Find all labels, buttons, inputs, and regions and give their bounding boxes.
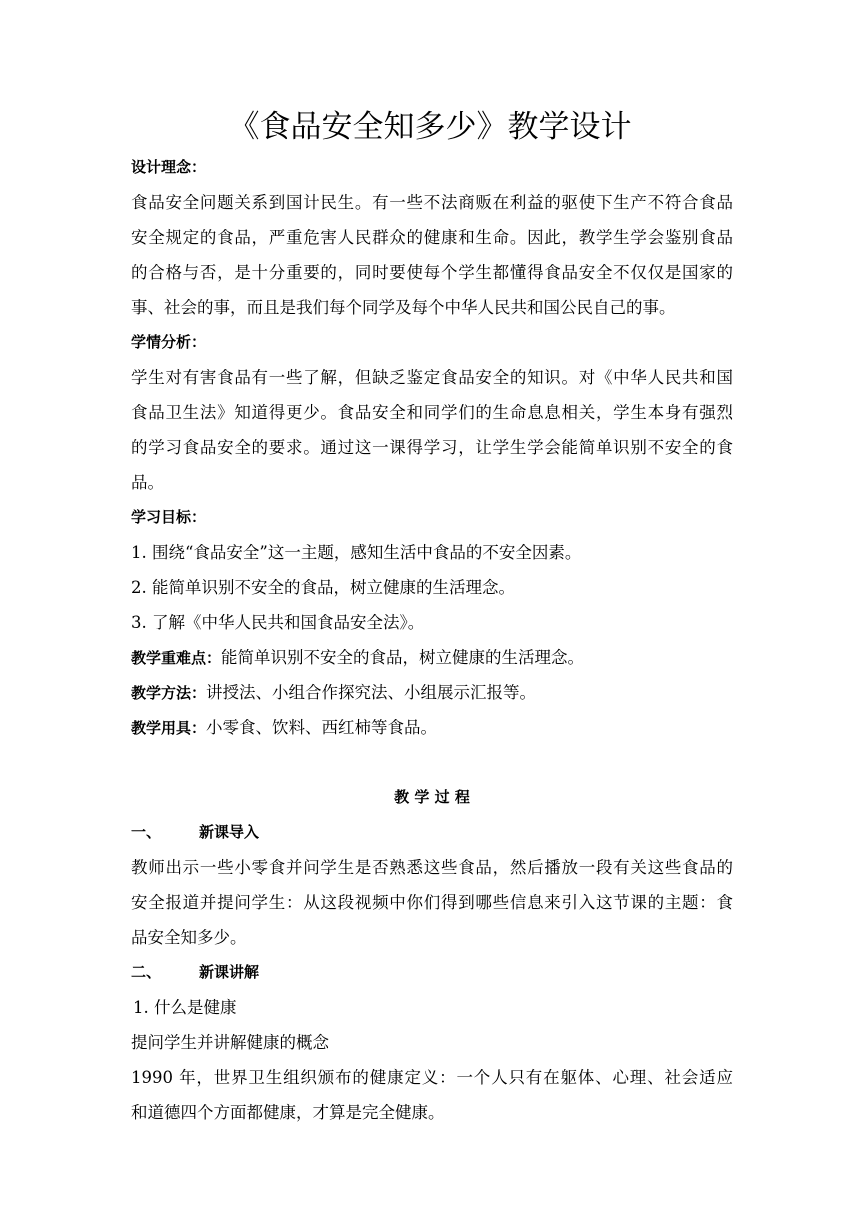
- keypoints-label: 教学重难点：: [131, 649, 222, 667]
- paragraph-line: 学生对有害食品有一些了解，但缺乏鉴定食品安全的知识。对《中华人民共和国: [131, 368, 733, 387]
- paragraph-line: 品安全知多少。: [131, 928, 247, 947]
- paragraph-line: 食品安全问题关系到国计民生。有一些不法商贩在利益的驱使下生产不符合食品: [131, 193, 733, 212]
- section-heading-concept: 设计理念：: [131, 158, 207, 176]
- paragraph-line: 食品卫生法》知道得更少。食品安全和同学们的生命息息相关，学生本身有强烈: [131, 403, 733, 422]
- part-number: 一、: [131, 823, 162, 841]
- paragraph-line: 1990 年，世界卫生组织颁布的健康定义：一个人只有在躯体、心理、社会适应: [131, 1068, 733, 1087]
- methods-text: 讲授法、小组合作探究法、小组展示汇报等。: [206, 683, 537, 702]
- process-heading: 教 学 过 程: [394, 788, 470, 806]
- keypoints-text: 能简单识别不安全的食品，树立健康的生活理念。: [221, 648, 585, 667]
- tools-line: [131, 710, 733, 745]
- keypoints-line: [131, 640, 733, 675]
- paragraph-line: 提问学生并讲解健康的概念: [131, 1033, 329, 1052]
- section-heading-analysis: 学情分析：: [131, 333, 207, 351]
- part-number: 二、: [131, 963, 162, 981]
- methods-line: [131, 675, 733, 710]
- tools-text: 小零食、饮料、西红柿等食品。: [206, 718, 438, 737]
- document-body: [131, 150, 733, 1130]
- tools-label: 教学用具：: [131, 719, 207, 737]
- paragraph-line: 的合格与否，是十分重要的，同时要使每个学生都懂得食品安全不仅仅是国家的: [131, 263, 733, 282]
- paragraph-line: 的学习食品安全的要求。通过这一课得学习，让学生学会能简单识别不安全的食: [131, 438, 733, 457]
- paragraph-line: 安全规定的食品，严重危害人民群众的健康和生命。因此，教学生学会鉴别食品: [131, 228, 733, 247]
- subsection-title: 1. 什么是健康: [133, 998, 237, 1017]
- paragraph-line: 教师出示一些小零食并问学生是否熟悉这些食品，然后播放一段有关这些食品的: [131, 858, 733, 877]
- goal-item: 2. 能简单识别不安全的食品，树立健康的生活理念。: [131, 578, 515, 597]
- document-title: 《食品安全知多少》教学设计: [228, 109, 632, 145]
- part-heading-lecture: [131, 955, 733, 990]
- part-title: 新课讲解: [199, 963, 260, 981]
- paragraph-line: 事、社会的事，而且是我们每个同学及每个中华人民共和国公民自己的事。: [131, 298, 676, 317]
- paragraph-line: 安全报道并提问学生：从这段视频中你们得到哪些信息来引入这节课的主题：食: [131, 893, 733, 912]
- spacer: [131, 745, 733, 780]
- part-title: 新课导入: [199, 823, 260, 841]
- goal-item: 1. 围绕“食品安全”这一主题，感知生活中食品的不安全因素。: [131, 543, 582, 562]
- section-heading-goals: 学习目标：: [131, 508, 207, 526]
- paragraph-line: 品。: [131, 473, 164, 492]
- part-heading-intro: [131, 815, 733, 850]
- methods-label: 教学方法：: [131, 684, 207, 702]
- paragraph-line: 和道德四个方面都健康，才算是完全健康。: [131, 1103, 445, 1122]
- goal-item: 3. 了解《中华人民共和国食品安全法》。: [131, 613, 425, 632]
